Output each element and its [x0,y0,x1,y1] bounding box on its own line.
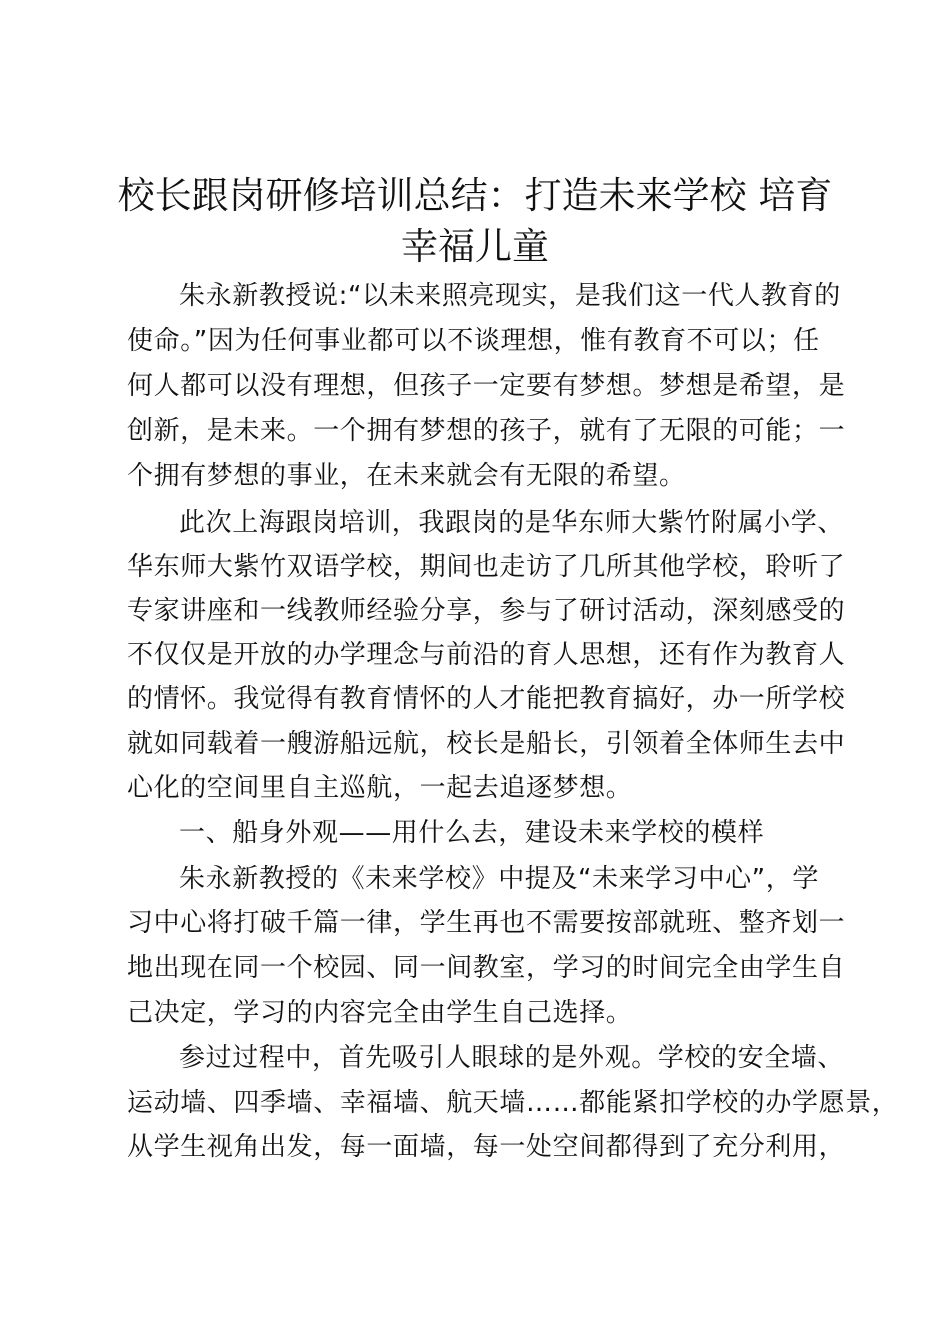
paragraph-4-line-1: 参过过程中，首先吸引人眼球的是外观。学校的安全墙、 [179,1043,845,1073]
paragraph-3-line-1: 朱永新教授的《未来学校》中提及“未来学习中心”，学 [179,864,819,894]
document-title-line-1: 校长跟岗研修培训总结：打造未来学校 培育 [117,174,833,217]
paragraph-3-line-4: 己决定，学习的内容完全由学生自己选择。 [127,998,633,1028]
paragraph-4-line-2: 运动墙、四季墙、幸福墙、航天墙……都能紧扣学校的办学愿景， [127,1088,899,1118]
paragraph-2-line-5: 的情怀。我觉得有教育情怀的人才能把教育搞好，办一所学校 [127,684,846,714]
paragraph-2-line-7: 心化的空间里自主巡航，一起去追逐梦想。 [127,773,633,803]
document-title-line-2: 幸福儿童 [401,225,549,268]
paragraph-3-line-2: 习中心将打破千篇一律，学生再也不需要按部就班、整齐划一 [127,908,846,938]
paragraph-2-line-6: 就如同载着一艘游船远航，校长是船长，引领着全体师生去中 [127,729,846,759]
paragraph-2-line-1: 此次上海跟岗培训，我跟岗的是华东师大紫竹附属小学、 [179,508,845,538]
paragraph-1-line-2: 使命。”因为任何事业都可以不谈理想，惟有教育不可以；任 [127,326,820,356]
paragraph-1-line-5: 个拥有梦想的事业，在未来就会有无限的希望。 [127,461,686,491]
section-heading: 一、船身外观——用什么去，建设未来学校的模样 [179,818,765,848]
paragraph-1-line-3: 何人都可以没有理想，但孩子一定要有梦想。梦想是希望，是 [127,371,846,401]
paragraph-2-line-2: 华东师大紫竹双语学校，期间也走访了几所其他学校，聆听了 [127,552,846,582]
paragraph-1-line-1: 朱永新教授说:“以未来照亮现实，是我们这一代人教育的 [179,281,841,311]
paragraph-4-line-3: 从学生视角出发，每一面墙，每一处空间都得到了充分利用， [127,1132,846,1162]
paragraph-1-line-4: 创新，是未来。一个拥有梦想的孩子，就有了无限的可能；一 [127,416,846,446]
paragraph-2-line-3: 专家讲座和一线教师经验分享，参与了研讨活动，深刻感受的 [127,596,846,626]
paragraph-2-line-4: 不仅仅是开放的办学理念与前沿的育人思想，还有作为教育人 [127,640,846,670]
paragraph-3-line-3: 地出现在同一个校园、同一间教室，学习的时间完全由学生自 [127,953,846,983]
